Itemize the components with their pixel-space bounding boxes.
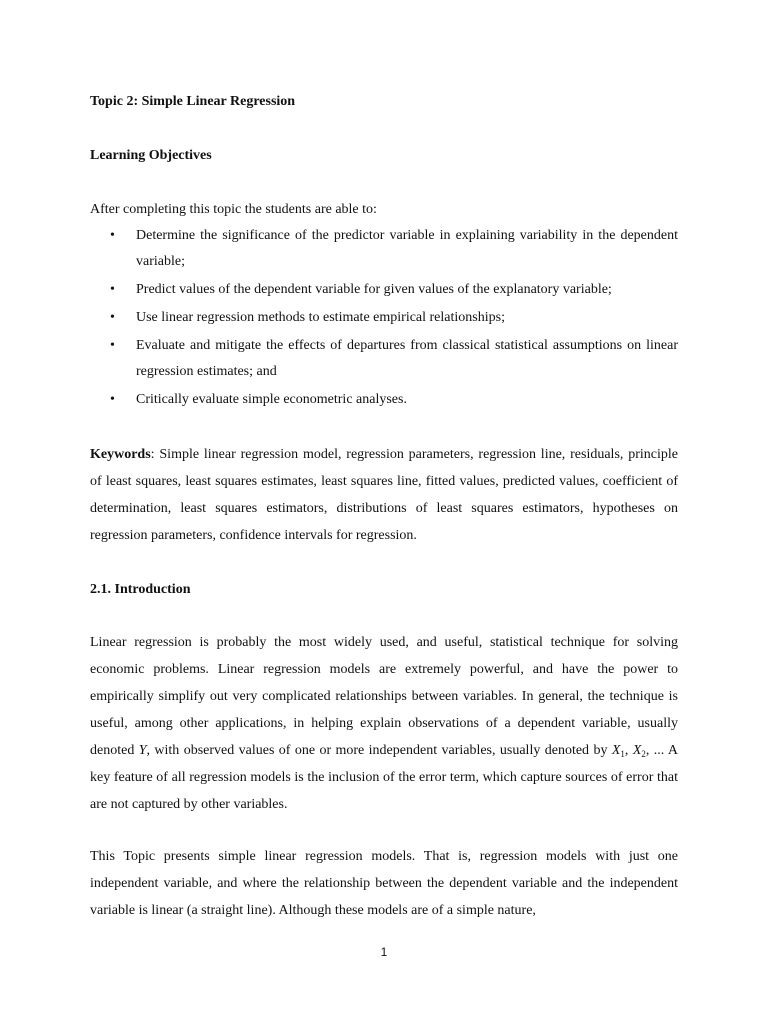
variable-x1: X <box>611 743 621 758</box>
subscript-2: 2 <box>641 749 646 759</box>
intro-text-2: , with observed values of one or more independent variables, usually denoted by <box>146 743 612 758</box>
keywords-paragraph <box>90 441 678 549</box>
list-item <box>90 387 678 413</box>
objective-text: Critically evaluate simple econometric analyses. <box>136 392 407 407</box>
subscript-1: 1 <box>620 749 625 759</box>
intro-text-3: , ... A key feature of all regression models is the inclusion of the error term, which capture sources of error that are not captured by other variables. <box>90 743 678 812</box>
page-number: 1 <box>380 945 388 959</box>
keywords-label: Keywords <box>90 447 151 462</box>
objectives-list <box>90 223 678 415</box>
list-item <box>90 223 678 275</box>
separator: , <box>624 743 633 758</box>
objective-text: Predict values of the dependent variable for given values of the explanatory variable; <box>136 282 612 297</box>
topic-overview-paragraph: This Topic presents simple linear regression models. That is, regression models with just one independent variable, and where the relationship between the dependent variable and the independent variable is linear (a straight line). Although these models are of a simple nature, <box>90 849 678 918</box>
topic-title: Topic 2: Simple Linear Regression <box>90 94 296 109</box>
list-item <box>90 305 678 331</box>
objective-text: Use linear regression methods to estimate empirical relationships; <box>136 310 505 325</box>
objectives-intro: After completing this topic the students are able to: <box>90 202 377 217</box>
variable-y: Y <box>138 743 147 758</box>
objective-text: Determine the significance of the predictor variable in explaining variability in the dependent variable; <box>136 228 678 269</box>
intro-text-1: Linear regression is probably the most widely used, and useful, statistical technique for solving economic problems. Linear regression models are extremely powerful, and have the power to empirically simplify out very complicated relationships between variables. In general, the technique is useful, among other applications, in helping explain observations of a dependent variable, usually denoted <box>90 635 678 758</box>
list-item <box>90 333 678 385</box>
keywords-text: : Simple linear regression model, regression parameters, regression line, residuals, principle of least squares, least squares estimates, least squares line, fitted values, predicted values, coefficient of determination, least squares estimators, distributions of least squares estimators, hypotheses on regression parameters, confidence intervals for regression. <box>90 447 678 543</box>
variable-x2: X <box>632 743 642 758</box>
bullet-icon: • <box>110 310 115 325</box>
introduction-heading: 2.1. Introduction <box>90 582 191 597</box>
learning-objectives-heading: Learning Objectives <box>90 148 212 163</box>
list-item <box>90 277 678 303</box>
bullet-icon: • <box>110 338 115 353</box>
bullet-icon: • <box>110 282 115 297</box>
bullet-icon: • <box>110 392 115 407</box>
objective-text: Evaluate and mitigate the effects of departures from classical statistical assumptions on linear regression estimates; and <box>136 338 678 379</box>
introduction-paragraph <box>90 629 678 818</box>
bullet-icon: • <box>110 228 115 243</box>
